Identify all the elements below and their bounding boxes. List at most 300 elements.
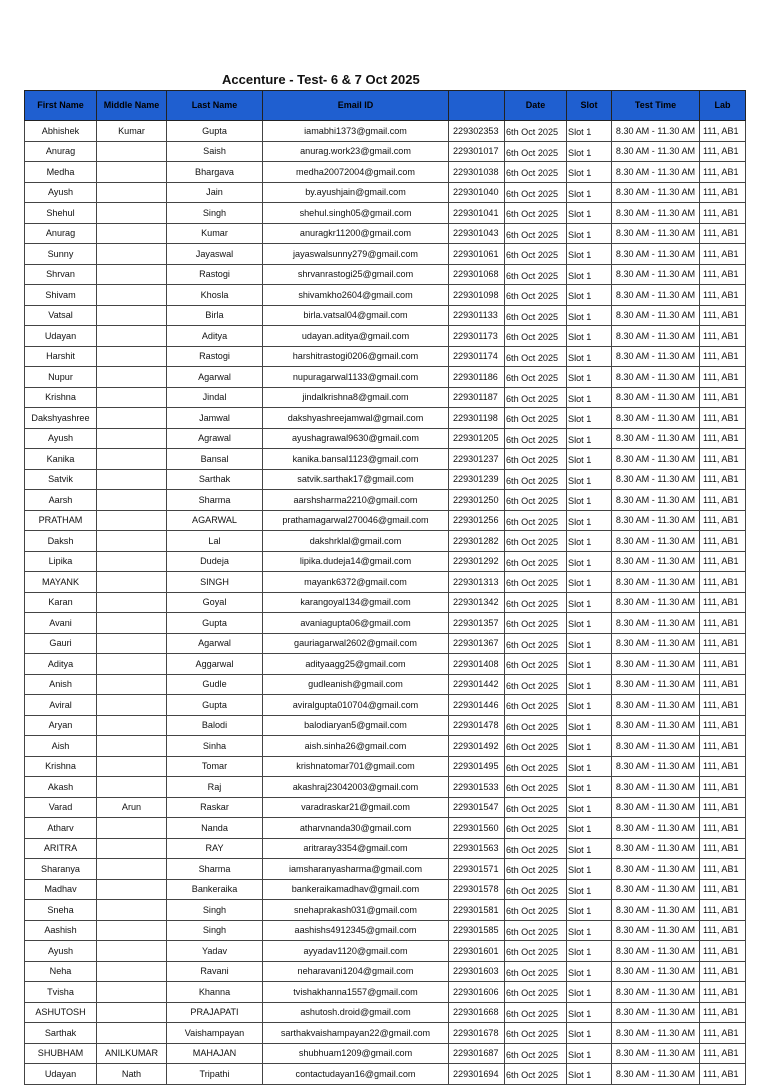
last-name-cell: Sinha [167,736,263,757]
last-name-cell: Bankeraika [167,879,263,900]
date-cell: 6th Oct 2025 [505,736,567,757]
last-name-cell: Singh [167,203,263,224]
lab-cell: 111, AB1 [700,121,746,142]
email-cell: gauriagarwal2602@gmail.com [263,633,449,654]
last-name-cell: Rastogi [167,264,263,285]
date-cell: 6th Oct 2025 [505,223,567,244]
id-cell: 229301678 [449,1023,505,1044]
id-cell: 229301687 [449,1043,505,1064]
middle-name-cell [97,654,167,675]
date-cell: 6th Oct 2025 [505,387,567,408]
middle-name-cell [97,920,167,941]
id-cell: 229301198 [449,408,505,429]
last-name-cell: Tomar [167,756,263,777]
table-row [25,490,746,511]
date-cell: 6th Oct 2025 [505,695,567,716]
test-time-cell: 8.30 AM - 11.30 AM [612,490,700,511]
first-name-cell: Sneha [25,900,97,921]
first-name-cell: Atharv [25,818,97,839]
test-time-cell: 8.30 AM - 11.30 AM [612,1002,700,1023]
first-name-cell: ASHUTOSH [25,1002,97,1023]
test-time-cell: 8.30 AM - 11.30 AM [612,961,700,982]
middle-name-cell [97,777,167,798]
email-cell: sarthakvaishampayan22@gmail.com [263,1023,449,1044]
test-time-cell: 8.30 AM - 11.30 AM [612,572,700,593]
middle-name-cell [97,531,167,552]
email-cell: aish.sinha26@gmail.com [263,736,449,757]
slot-cell: Slot 1 [567,777,612,798]
first-name-cell: Anurag [25,223,97,244]
header-email: Email ID [263,91,449,121]
test-time-cell: 8.30 AM - 11.30 AM [612,182,700,203]
last-name-cell: Saish [167,141,263,162]
table-row [25,387,746,408]
date-cell: 6th Oct 2025 [505,613,567,634]
table-row [25,162,746,183]
id-cell: 229301606 [449,982,505,1003]
slot-cell: Slot 1 [567,920,612,941]
id-cell: 229301408 [449,654,505,675]
last-name-cell: Birla [167,305,263,326]
slot-cell: Slot 1 [567,900,612,921]
email-cell: bankeraikamadhav@gmail.com [263,879,449,900]
email-cell: aashishs4912345@gmail.com [263,920,449,941]
date-cell: 6th Oct 2025 [505,305,567,326]
id-cell: 229301256 [449,510,505,531]
first-name-cell: MAYANK [25,572,97,593]
slot-cell: Slot 1 [567,305,612,326]
lab-cell: 111, AB1 [700,510,746,531]
middle-name-cell [97,941,167,962]
lab-cell: 111, AB1 [700,264,746,285]
middle-name-cell [97,162,167,183]
table-row [25,715,746,736]
slot-cell: Slot 1 [567,346,612,367]
slot-cell: Slot 1 [567,1002,612,1023]
table-row [25,982,746,1003]
lab-cell: 111, AB1 [700,162,746,183]
middle-name-cell [97,346,167,367]
lab-cell: 111, AB1 [700,715,746,736]
last-name-cell: Jayaswal [167,244,263,265]
id-cell: 229301313 [449,572,505,593]
email-cell: aviralgupta010704@gmail.com [263,695,449,716]
last-name-cell: Gudle [167,674,263,695]
first-name-cell: Vatsal [25,305,97,326]
table-row [25,797,746,818]
header-slot: Slot [567,91,612,121]
test-time-cell: 8.30 AM - 11.30 AM [612,1064,700,1085]
date-cell: 6th Oct 2025 [505,264,567,285]
middle-name-cell [97,449,167,470]
test-time-cell: 8.30 AM - 11.30 AM [612,592,700,613]
date-cell: 6th Oct 2025 [505,367,567,388]
slot-cell: Slot 1 [567,551,612,572]
date-cell: 6th Oct 2025 [505,777,567,798]
last-name-cell: Gupta [167,613,263,634]
id-cell: 229301571 [449,859,505,880]
lab-cell: 111, AB1 [700,961,746,982]
table-row [25,756,746,777]
slot-cell: Slot 1 [567,961,612,982]
id-cell: 229301694 [449,1064,505,1085]
first-name-cell: PRATHAM [25,510,97,531]
email-cell: prathamagarwal270046@gmail.com [263,510,449,531]
email-cell: neharavani1204@gmail.com [263,961,449,982]
table-row [25,367,746,388]
id-cell: 229301068 [449,264,505,285]
test-time-cell: 8.30 AM - 11.30 AM [612,818,700,839]
date-cell: 6th Oct 2025 [505,1002,567,1023]
middle-name-cell [97,982,167,1003]
date-cell: 6th Oct 2025 [505,715,567,736]
slot-cell: Slot 1 [567,572,612,593]
test-time-cell: 8.30 AM - 11.30 AM [612,756,700,777]
test-time-cell: 8.30 AM - 11.30 AM [612,941,700,962]
date-cell: 6th Oct 2025 [505,1064,567,1085]
table-row [25,1043,746,1064]
first-name-cell: Dakshyashree [25,408,97,429]
middle-name-cell [97,141,167,162]
test-time-cell: 8.30 AM - 11.30 AM [612,838,700,859]
slot-cell: Slot 1 [567,715,612,736]
test-time-cell: 8.30 AM - 11.30 AM [612,449,700,470]
last-name-cell: Nanda [167,818,263,839]
test-time-cell: 8.30 AM - 11.30 AM [612,674,700,695]
middle-name-cell [97,879,167,900]
table-row [25,305,746,326]
last-name-cell: Raj [167,777,263,798]
middle-name-cell [97,613,167,634]
first-name-cell: Avani [25,613,97,634]
table-row [25,408,746,429]
test-time-cell: 8.30 AM - 11.30 AM [612,654,700,675]
table-row [25,613,746,634]
test-time-cell: 8.30 AM - 11.30 AM [612,633,700,654]
slot-cell: Slot 1 [567,162,612,183]
date-cell: 6th Oct 2025 [505,346,567,367]
middle-name-cell [97,305,167,326]
email-cell: birla.vatsal04@gmail.com [263,305,449,326]
lab-cell: 111, AB1 [700,531,746,552]
id-cell: 229301250 [449,490,505,511]
last-name-cell: Sharma [167,859,263,880]
first-name-cell: Shrvan [25,264,97,285]
lab-cell: 111, AB1 [700,244,746,265]
first-name-cell: Karan [25,592,97,613]
first-name-cell: Harshit [25,346,97,367]
first-name-cell: Krishna [25,756,97,777]
header-id [449,91,505,121]
lab-cell: 111, AB1 [700,777,746,798]
id-cell: 229301038 [449,162,505,183]
lab-cell: 111, AB1 [700,1002,746,1023]
date-cell: 6th Oct 2025 [505,510,567,531]
date-cell: 6th Oct 2025 [505,797,567,818]
slot-cell: Slot 1 [567,264,612,285]
lab-cell: 111, AB1 [700,572,746,593]
date-cell: 6th Oct 2025 [505,982,567,1003]
email-cell: lipika.dudeja14@gmail.com [263,551,449,572]
first-name-cell: Aarsh [25,490,97,511]
id-cell: 229301563 [449,838,505,859]
table-row [25,920,746,941]
first-name-cell: Neha [25,961,97,982]
test-time-cell: 8.30 AM - 11.30 AM [612,797,700,818]
id-cell: 229301442 [449,674,505,695]
first-name-cell: Aviral [25,695,97,716]
email-cell: medha20072004@gmail.com [263,162,449,183]
lab-cell: 111, AB1 [700,941,746,962]
date-cell: 6th Oct 2025 [505,141,567,162]
date-cell: 6th Oct 2025 [505,326,567,347]
date-cell: 6th Oct 2025 [505,449,567,470]
date-cell: 6th Oct 2025 [505,531,567,552]
middle-name-cell [97,408,167,429]
lab-cell: 111, AB1 [700,203,746,224]
email-cell: snehaprakash031@gmail.com [263,900,449,921]
table-row [25,121,746,142]
table-row [25,838,746,859]
table-row [25,223,746,244]
test-time-cell: 8.30 AM - 11.30 AM [612,326,700,347]
first-name-cell: Aashish [25,920,97,941]
last-name-cell: Ravani [167,961,263,982]
id-cell: 229301367 [449,633,505,654]
lab-cell: 111, AB1 [700,859,746,880]
email-cell: iamsharanyasharma@gmail.com [263,859,449,880]
slot-cell: Slot 1 [567,674,612,695]
test-time-cell: 8.30 AM - 11.30 AM [612,859,700,880]
lab-cell: 111, AB1 [700,982,746,1003]
slot-cell: Slot 1 [567,121,612,142]
date-cell: 6th Oct 2025 [505,900,567,921]
middle-name-cell [97,674,167,695]
last-name-cell: Bhargava [167,162,263,183]
table-row [25,428,746,449]
lab-cell: 111, AB1 [700,797,746,818]
middle-name-cell [97,818,167,839]
id-cell: 229301492 [449,736,505,757]
last-name-cell: Goyal [167,592,263,613]
slot-cell: Slot 1 [567,633,612,654]
email-cell: by.ayushjain@gmail.com [263,182,449,203]
id-cell: 229301043 [449,223,505,244]
first-name-cell: Akash [25,777,97,798]
id-cell: 229301061 [449,244,505,265]
test-time-cell: 8.30 AM - 11.30 AM [612,1023,700,1044]
slot-cell: Slot 1 [567,182,612,203]
date-cell: 6th Oct 2025 [505,244,567,265]
lab-cell: 111, AB1 [700,695,746,716]
test-time-cell: 8.30 AM - 11.30 AM [612,736,700,757]
last-name-cell: Lal [167,531,263,552]
date-cell: 6th Oct 2025 [505,654,567,675]
slot-cell: Slot 1 [567,408,612,429]
table-row [25,859,746,880]
last-name-cell: Aditya [167,326,263,347]
id-cell: 229301581 [449,900,505,921]
table-row [25,1064,746,1085]
lab-cell: 111, AB1 [700,674,746,695]
email-cell: ayyadav1120@gmail.com [263,941,449,962]
middle-name-cell [97,859,167,880]
slot-cell: Slot 1 [567,367,612,388]
email-cell: ashutosh.droid@gmail.com [263,1002,449,1023]
email-cell: anurag.work23@gmail.com [263,141,449,162]
last-name-cell: Dudeja [167,551,263,572]
table-row [25,654,746,675]
test-time-cell: 8.30 AM - 11.30 AM [612,264,700,285]
id-cell: 229301533 [449,777,505,798]
lab-cell: 111, AB1 [700,428,746,449]
date-cell: 6th Oct 2025 [505,490,567,511]
email-cell: shrvanrastogi25@gmail.com [263,264,449,285]
last-name-cell: PRAJAPATI [167,1002,263,1023]
middle-name-cell [97,285,167,306]
date-cell: 6th Oct 2025 [505,469,567,490]
lab-cell: 111, AB1 [700,633,746,654]
date-cell: 6th Oct 2025 [505,162,567,183]
email-cell: jayaswalsunny279@gmail.com [263,244,449,265]
last-name-cell: Gupta [167,121,263,142]
email-cell: avaniagupta06@gmail.com [263,613,449,634]
slot-cell: Slot 1 [567,223,612,244]
id-cell: 229301601 [449,941,505,962]
last-name-cell: Jain [167,182,263,203]
middle-name-cell [97,367,167,388]
slot-cell: Slot 1 [567,449,612,470]
date-cell: 6th Oct 2025 [505,285,567,306]
middle-name-cell [97,572,167,593]
date-cell: 6th Oct 2025 [505,633,567,654]
first-name-cell: Ayush [25,428,97,449]
table-row [25,695,746,716]
test-time-cell: 8.30 AM - 11.30 AM [612,715,700,736]
middle-name-cell [97,510,167,531]
table-row [25,633,746,654]
test-time-cell: 8.30 AM - 11.30 AM [612,613,700,634]
header-middle-name: Middle Name [97,91,167,121]
table-row [25,900,746,921]
lab-cell: 111, AB1 [700,613,746,634]
middle-name-cell [97,695,167,716]
middle-name-cell [97,203,167,224]
table-row [25,941,746,962]
id-cell: 229301603 [449,961,505,982]
email-cell: adityaagg25@gmail.com [263,654,449,675]
date-cell: 6th Oct 2025 [505,859,567,880]
id-cell: 229301547 [449,797,505,818]
middle-name-cell [97,736,167,757]
first-name-cell: Abhishek [25,121,97,142]
first-name-cell: Aish [25,736,97,757]
table-row [25,469,746,490]
middle-name-cell [97,756,167,777]
test-time-cell: 8.30 AM - 11.30 AM [612,408,700,429]
middle-name-cell: Kumar [97,121,167,142]
first-name-cell: Aryan [25,715,97,736]
date-cell: 6th Oct 2025 [505,203,567,224]
last-name-cell: Balodi [167,715,263,736]
table-row [25,510,746,531]
slot-cell: Slot 1 [567,1023,612,1044]
test-time-cell: 8.30 AM - 11.30 AM [612,223,700,244]
first-name-cell: Ayush [25,182,97,203]
table-row [25,818,746,839]
first-name-cell: Anish [25,674,97,695]
table-row [25,141,746,162]
slot-cell: Slot 1 [567,244,612,265]
table-row [25,346,746,367]
last-name-cell: Agarwal [167,367,263,388]
test-time-cell: 8.30 AM - 11.30 AM [612,510,700,531]
header-lab: Lab [700,91,746,121]
middle-name-cell [97,1002,167,1023]
lab-cell: 111, AB1 [700,490,746,511]
first-name-cell: Tvisha [25,982,97,1003]
last-name-cell: Agarwal [167,633,263,654]
slot-cell: Slot 1 [567,490,612,511]
table-row [25,182,746,203]
id-cell: 229302353 [449,121,505,142]
middle-name-cell [97,1023,167,1044]
slot-cell: Slot 1 [567,613,612,634]
lab-cell: 111, AB1 [700,654,746,675]
date-cell: 6th Oct 2025 [505,182,567,203]
slot-cell: Slot 1 [567,510,612,531]
last-name-cell: Jamwal [167,408,263,429]
test-time-cell: 8.30 AM - 11.30 AM [612,900,700,921]
table-row [25,572,746,593]
middle-name-cell [97,961,167,982]
first-name-cell: Shivam [25,285,97,306]
middle-name-cell [97,428,167,449]
email-cell: mayank6372@gmail.com [263,572,449,593]
first-name-cell: Satvik [25,469,97,490]
test-time-cell: 8.30 AM - 11.30 AM [612,920,700,941]
test-time-cell: 8.30 AM - 11.30 AM [612,203,700,224]
slot-cell: Slot 1 [567,838,612,859]
last-name-cell: Sharma [167,490,263,511]
slot-cell: Slot 1 [567,859,612,880]
id-cell: 229301578 [449,879,505,900]
slot-cell: Slot 1 [567,326,612,347]
test-time-cell: 8.30 AM - 11.30 AM [612,305,700,326]
id-cell: 229301174 [449,346,505,367]
table-row [25,879,746,900]
email-cell: shubhuam1209@gmail.com [263,1043,449,1064]
first-name-cell: ARITRA [25,838,97,859]
page-title: Accenture - Test- 6 & 7 Oct 2025 [222,72,420,87]
lab-cell: 111, AB1 [700,920,746,941]
id-cell: 229301186 [449,367,505,388]
test-time-cell: 8.30 AM - 11.30 AM [612,367,700,388]
slot-cell: Slot 1 [567,941,612,962]
first-name-cell: Gauri [25,633,97,654]
test-time-cell: 8.30 AM - 11.30 AM [612,346,700,367]
first-name-cell: Krishna [25,387,97,408]
middle-name-cell [97,387,167,408]
email-cell: ayushagrawal9630@gmail.com [263,428,449,449]
last-name-cell: Kumar [167,223,263,244]
lab-cell: 111, AB1 [700,285,746,306]
id-cell: 229301342 [449,592,505,613]
table-row [25,285,746,306]
date-cell: 6th Oct 2025 [505,920,567,941]
lab-cell: 111, AB1 [700,1064,746,1085]
first-name-cell: Shehul [25,203,97,224]
